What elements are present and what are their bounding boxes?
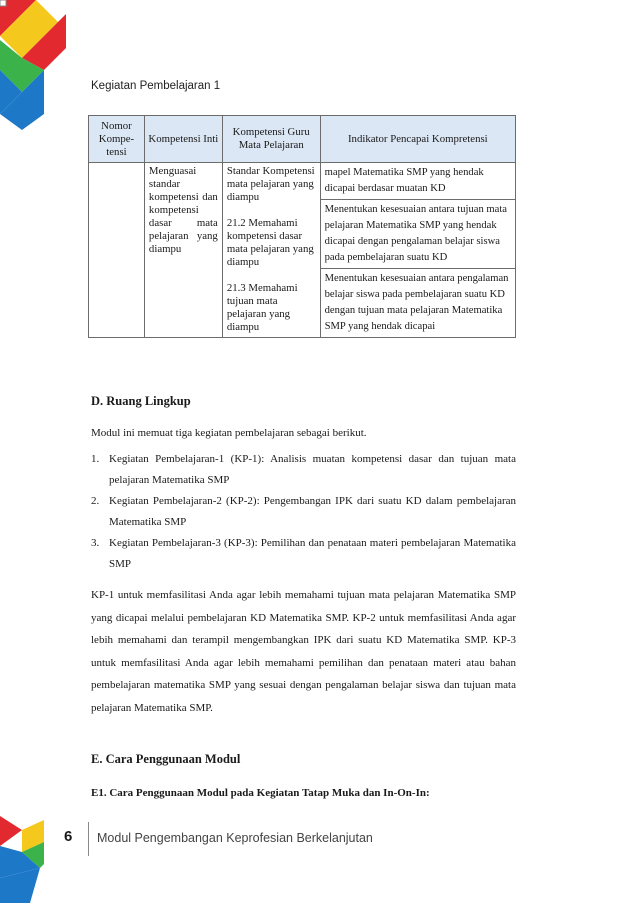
kg-text-1: Standar Kompetensi mata pelajaran yang diampu <box>226 165 315 203</box>
section-d-paragraph: KP-1 untuk memfasilitasi Anda agar lebih memahami tujuan mata pelajaran Matematika SMP yang dicapai melalui pembelajaran KD Matematika SMP. KP-2 untuk memfasilitasi Anda agar lebih memahami dan terampil mengembangkan IPK dari suatu KD Matematika SMP. KP-3 untuk memfasilitasi Anda agar lebih memahami pemilihan dan penataan materi atau bahan pembelajaran matematika SMP yang sesuai dengan pengalaman belajar siswa dan tujuan mata pelajaran Matematika SMP. <box>91 589 516 714</box>
indicator-cell-1: mapel Matematika SMP yang hendak dicapai berdasar muatan KD <box>320 163 515 200</box>
section-e-heading: E. Cara Penggunaan Modul <box>91 752 241 766</box>
list-item-text: Kegiatan Pembelajaran-3 (KP-3): Pemilihan dan penataan materi pembelajaran Matematika SMP <box>109 537 516 570</box>
footer-divider <box>88 822 89 856</box>
kg-text-2: 21.2 Memahami kompetensi dasar mata pelajaran yang diampu <box>226 217 314 268</box>
section-d-heading: D. Ruang Lingkup <box>91 394 191 408</box>
nomor-cell <box>89 163 145 338</box>
table-row <box>89 163 516 200</box>
section-e1-heading: E1. Cara Penggunaan Modul pada Kegiatan Tatap Muka dan In-On-In: <box>91 787 430 799</box>
ki-cell: Menguasai standar kompetensi dan kompetensi dasar mata pelajaran yang diampu <box>144 163 222 338</box>
header-nomor: Nomor Kompe-tensi <box>89 116 145 163</box>
header-indikator: Indikator Pencapai Kompretensi <box>320 116 515 163</box>
list-item-number: 2. <box>91 495 100 507</box>
footer-title: Modul Pengembangan Keprofesian Berkelanjutan <box>97 831 373 845</box>
kegiatan-list <box>91 449 516 575</box>
kg-cell <box>222 163 320 338</box>
list-item-text: Kegiatan Pembelajaran-2 (KP-2): Pengembangan IPK dari suatu KD dalam pembelajaran Matematika SMP <box>109 495 516 528</box>
header-kompetensi-inti: Kompetensi Inti <box>144 116 222 163</box>
list-item <box>91 449 516 491</box>
list-item <box>91 533 516 575</box>
kg-text-3: 21.3 Memahami tujuan mata pelajaran yang diampu <box>226 282 298 333</box>
section-d-intro: Modul ini memuat tiga kegiatan pembelajaran sebagai berikut. <box>91 427 367 439</box>
indicator-cell-2: Menentukan kesesuaian antara tujuan mata pelajaran Matematika SMP yang hendak dicapai dengan pengalaman belajar siswa pada pembelajaran suatu KD <box>320 200 515 269</box>
competency-table <box>88 115 516 338</box>
indicator-cell-3: Menentukan kesesuaian antara pengalaman belajar siswa pada pembelajaran suatu KD dengan tujuan mata pelajaran Matematika SMP yang hendak dicapai <box>320 269 515 338</box>
top-logo-decoration <box>0 0 80 130</box>
list-item-number: 3. <box>91 537 100 549</box>
page-number: 6 <box>64 828 73 845</box>
list-item <box>91 491 516 533</box>
list-item-text: Kegiatan Pembelajaran-1 (KP-1): Analisis muatan kompetensi dasar dan tujuan mata pelajaran Matematika SMP <box>109 453 516 486</box>
running-header: Kegiatan Pembelajaran 1 <box>91 80 221 92</box>
table-header-row <box>89 116 516 163</box>
header-kompetensi-guru: Kompetensi Guru Mata Pelajaran <box>222 116 320 163</box>
bottom-logo-decoration <box>0 812 62 903</box>
list-item-number: 1. <box>91 453 100 465</box>
